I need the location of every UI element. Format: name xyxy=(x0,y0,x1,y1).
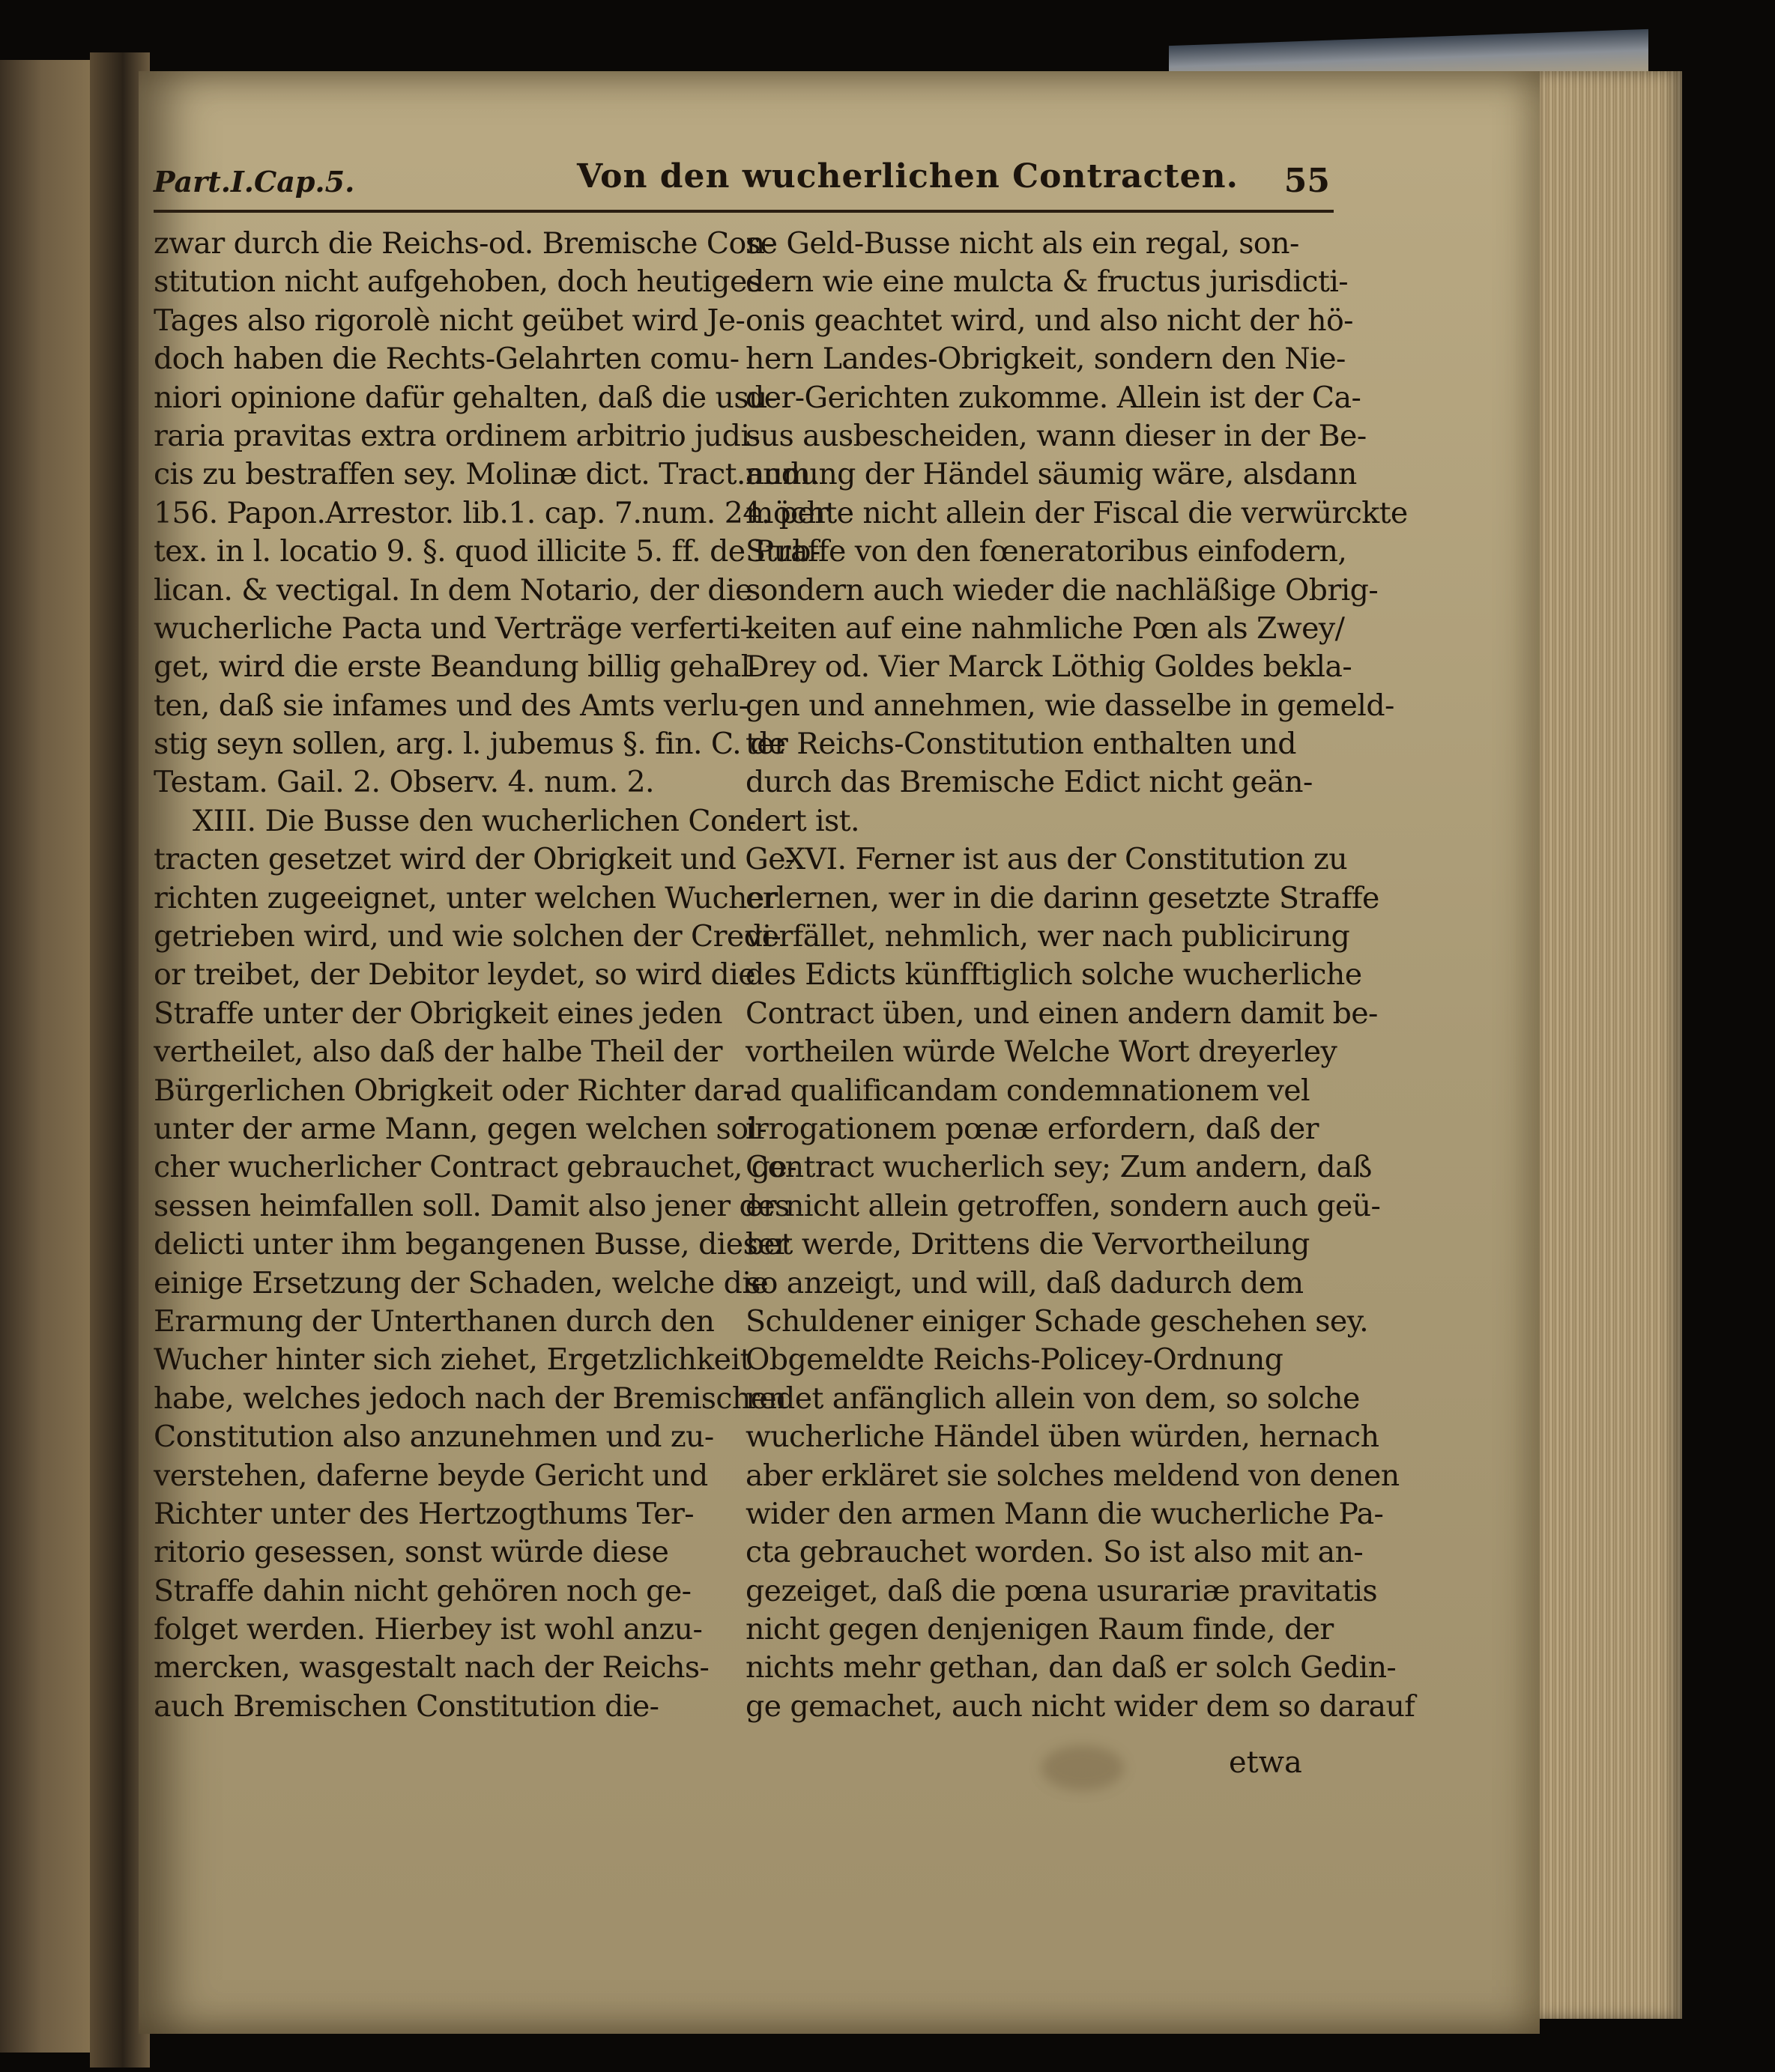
text-line: Schuldener einiger Schade geschehen sey. xyxy=(746,1303,1369,1339)
text-line: se Geld-Busse nicht als ein regal, son- xyxy=(746,226,1299,261)
text-line: ge gemachet, auch nicht wider dem so darauf xyxy=(746,1688,1415,1724)
text-line: keiten auf eine nahmliche Pœn als Zwey/ xyxy=(746,611,1345,646)
text-line: nicht gegen denjenigen Raum finde, der xyxy=(746,1612,1334,1647)
text-line: mercken, wasgestalt nach der Reichs- xyxy=(154,1650,710,1685)
text-line: Tages also rigorolè nicht geübet wird Je- xyxy=(154,303,746,338)
text-line: bet werde, Drittens die Vervortheilung xyxy=(746,1227,1310,1262)
text-line: Erarmung der Unterthanen durch den xyxy=(154,1303,715,1339)
text-line: andung der Händel säumig wäre, alsdann xyxy=(746,457,1357,492)
text-line: möchte nicht allein der Fiscal die verwürckte xyxy=(746,495,1408,530)
text-line: ten, daß sie infames und des Amts verlu- xyxy=(154,688,749,723)
text-line: Straffe dahin nicht gehören noch ge- xyxy=(154,1573,692,1608)
text-line: cher wucherlicher Contract gebrauchet, ge- xyxy=(154,1150,796,1185)
text-line: raria pravitas extra ordinem arbitrio judi- xyxy=(154,418,760,453)
text-line: ritorio gesessen, sonst würde diese xyxy=(154,1535,669,1570)
text-line: gezeiget, daß die pœna usurariæ pravitatis xyxy=(746,1573,1378,1608)
text-line: dern wie eine mulcta & fructus jurisdicti- xyxy=(746,264,1349,300)
paper-stain xyxy=(1041,1745,1124,1790)
text-line: gen und annehmen, wie dasselbe in gemeld- xyxy=(746,688,1394,723)
page-number: 55 xyxy=(1283,162,1330,200)
text-line: get, wird die erste Beandung billig gehal- xyxy=(154,649,760,685)
facing-page-edge xyxy=(0,60,105,2053)
text-line: wider den armen Mann die wucherliche Pa- xyxy=(746,1496,1384,1531)
text-line: er nicht allein getroffen, sondern auch geü- xyxy=(746,1188,1381,1223)
text-line: sus ausbescheiden, wann dieser in der Be- xyxy=(746,418,1367,453)
chapter-title: Von den wucherlichen Contracten. xyxy=(577,157,1239,196)
text-line: delicti unter ihm begangenen Busse, dieser xyxy=(154,1227,789,1262)
text-line: auch Bremischen Constitution die- xyxy=(154,1688,659,1724)
text-line: Richter unter des Hertzogthums Ter- xyxy=(154,1496,695,1531)
text-line: getrieben wird, und wie solchen der Credi- xyxy=(154,919,781,954)
text-line: tex. in l. locatio 9. §. quod illicite 5. ff. de Pub- xyxy=(154,534,820,569)
text-line: durch das Bremische Edict nicht geän- xyxy=(746,765,1313,800)
text-line: vertheilet, also daß der halbe Theil der xyxy=(154,1035,722,1070)
text-line: ad qualificandam condemnationem vel xyxy=(746,1073,1310,1108)
text-line: verstehen, daferne beyde Gericht und xyxy=(154,1458,708,1493)
text-line: wucherliche Händel üben würden, hernach xyxy=(746,1420,1379,1455)
text-line: onis geachtet wird, und also nicht der hö- xyxy=(746,303,1353,338)
text-line: wucherliche Pacta und Verträge verferti- xyxy=(154,611,749,646)
text-line: Straffe unter der Obrigkeit eines jeden xyxy=(154,996,723,1031)
text-line: verfället, nehmlich, wer nach publicirung xyxy=(746,919,1350,954)
text-line: folget werden. Hierbey ist wohl anzu- xyxy=(154,1612,703,1647)
text-line: dert ist. xyxy=(746,803,859,838)
text-line: irrogationem pœnæ erfordern, daß der xyxy=(746,1111,1319,1146)
running-head xyxy=(154,157,1330,204)
text-line: or treibet, der Debitor leydet, so wird die xyxy=(154,957,756,993)
text-line: hern Landes-Obrigkeit, sondern den Nie- xyxy=(746,342,1346,377)
text-line: ter Reichs-Constitution enthalten und xyxy=(746,727,1296,762)
text-line: unter der arme Mann, gegen welchen sol- xyxy=(154,1111,767,1146)
text-line: niori opinione dafür gehalten, daß die usu- xyxy=(154,380,777,415)
text-line: Contract üben, und einen andern damit be- xyxy=(746,996,1378,1031)
text-line: 156. Papon.Arrestor. lib.1. cap. 7.num. 24. per xyxy=(154,495,829,530)
text-line: der-Gerichten zukomme. Allein ist der Ca- xyxy=(746,380,1361,415)
text-line: so anzeigt, und will, daß dadurch dem xyxy=(746,1265,1304,1300)
text-line: Constitution also anzunehmen und zu- xyxy=(154,1420,714,1455)
text-line: Drey od. Vier Marck Löthig Goldes bekla- xyxy=(746,649,1352,685)
text-line: Obgemeldte Reichs-Policey-Ordnung xyxy=(746,1342,1283,1378)
page-fore-edge xyxy=(1540,71,1682,2019)
text-line: richten zugeeignet, unter welchen Wucher xyxy=(154,880,778,915)
text-line: sondern auch wieder die nachläßige Obrig- xyxy=(746,572,1379,608)
text-line: Straffe von den fœneratoribus einfodern, xyxy=(746,534,1347,569)
text-line: tracten gesetzet wird der Obrigkeit und Ge- xyxy=(154,842,795,877)
text-line: habe, welches jedoch nach der Bremischen xyxy=(154,1381,787,1416)
text-line: XVI. Ferner ist aus der Constitution zu xyxy=(784,842,1348,877)
text-line: zwar durch die Reichs-od. Bremische Con- xyxy=(154,226,775,261)
text-line: des Edicts künfftiglich solche wucherliche xyxy=(746,957,1362,993)
text-line: Contract wucherlich sey; Zum andern, daß xyxy=(746,1150,1372,1185)
text-line: cta gebrauchet worden. So ist also mit an- xyxy=(746,1535,1364,1570)
text-line: vortheilen würde Welche Wort dreyerley xyxy=(746,1035,1337,1070)
section-reference: Part.I.Cap.5. xyxy=(154,165,355,199)
text-line: Wucher hinter sich ziehet, Ergetzlichkeit xyxy=(154,1342,752,1378)
text-line: doch haben die Rechts-Gelahrten comu- xyxy=(154,342,740,377)
text-line: nichts mehr gethan, dan daß er solch Gedin- xyxy=(746,1650,1397,1685)
text-line: cis zu bestraffen sey. Molinæ dict. Tract.num. xyxy=(154,457,820,492)
text-line: lican. & vectigal. In dem Notario, der die xyxy=(154,572,752,608)
catchword: etwa xyxy=(1229,1745,1302,1780)
text-line: XIII. Die Busse den wucherlichen Con- xyxy=(193,803,756,838)
text-line: einige Ersetzung der Schaden, welche die xyxy=(154,1265,769,1300)
text-line: Bürgerlichen Obrigkeit oder Richter dar- xyxy=(154,1073,753,1108)
text-line: erlernen, wer in die darinn gesetzte Straffe xyxy=(746,880,1379,915)
text-line: sessen heimfallen soll. Damit also jener des xyxy=(154,1188,790,1223)
text-line: stitution nicht aufgehoben, doch heutiges xyxy=(154,264,762,300)
text-line: aber erkläret sie solches meldend von denen xyxy=(746,1458,1400,1493)
text-line: Testam. Gail. 2. Observ. 4. num. 2. xyxy=(154,765,654,800)
header-rule xyxy=(154,210,1334,213)
text-line: stig seyn sollen, arg. l. jubemus §. fin. C. de xyxy=(154,727,786,762)
text-line: redet anfänglich allein von dem, so solche xyxy=(746,1381,1360,1416)
right-text-column xyxy=(746,225,1415,1726)
